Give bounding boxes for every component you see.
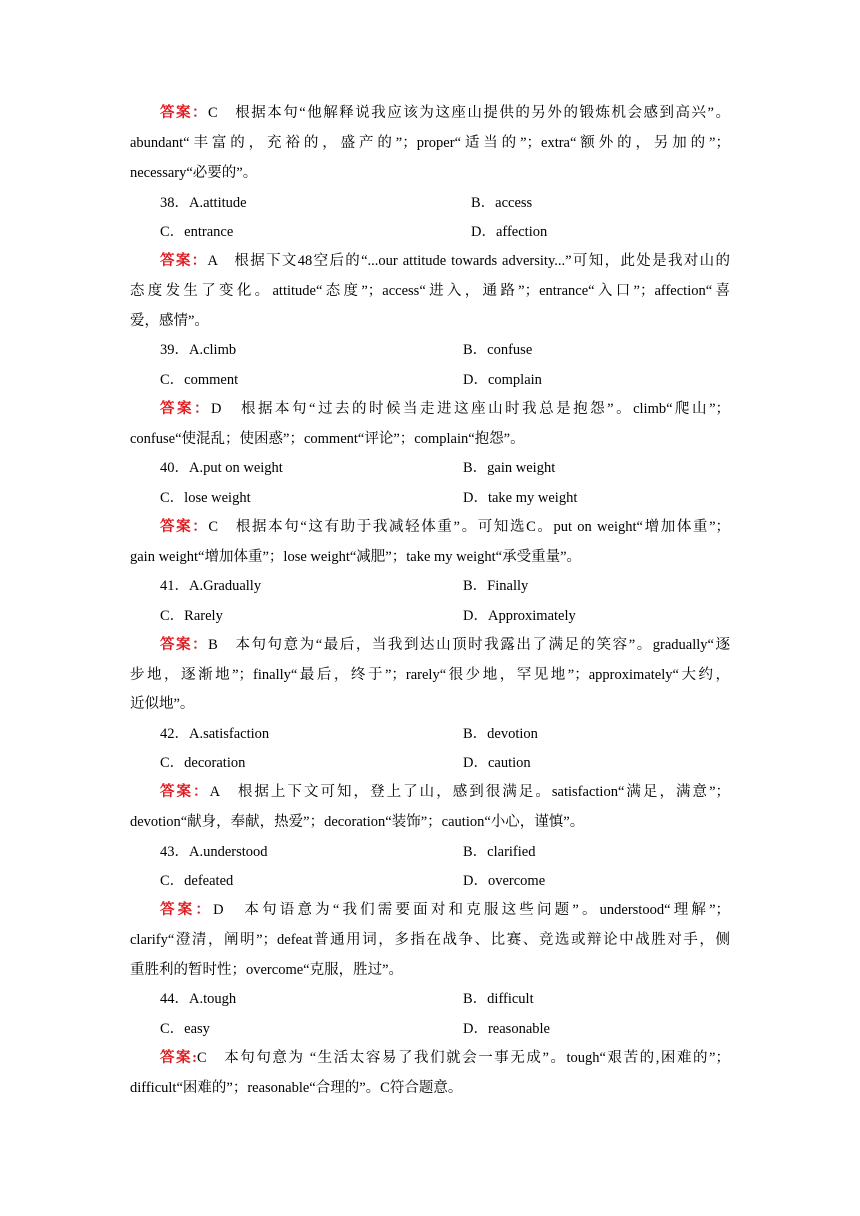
- answer-41-line-2: 步地，逐渐地”；finally“最后，终于”；rarely“很少地，罕见地”；approximately“大约，: [130, 667, 730, 683]
- q43-option-d: D．overcome: [463, 873, 546, 889]
- q44-option-a: 44．A.tough: [160, 991, 237, 1007]
- q40-option-a: 40．A.put on weight: [160, 460, 283, 476]
- answer-37-line-2: abundant“丰富的，充裕的，盛产的”；proper“适当的”；extra“额外的，另加的”；: [130, 135, 730, 151]
- q42-option-a: 42．A.satisfaction: [160, 726, 270, 742]
- q42-option-d: D．caution: [463, 755, 531, 771]
- answer-38-line-1: 答案：A 根据下文48空后的“...our attitude towards adversity...”可知，此处是我对山的: [160, 253, 730, 269]
- answer-44-line-1: 答案:C 本句句意为 “生活太容易了我们就会一事无成”。tough“艰苦的,困难的”；: [160, 1050, 730, 1066]
- q38-option-a: 38．A.attitude: [160, 195, 247, 211]
- answer-label: 答案：: [160, 637, 209, 653]
- answer-43-line-1: 答案：D 本句语意为“我们需要面对和克服这些问题”。understood“理解”；: [160, 902, 731, 918]
- q42-option-c: C．decoration: [160, 755, 246, 771]
- answer-41-line-3: 近似地”。: [130, 696, 195, 712]
- answer-37-line-1: 答案：C 根据本句“他解释说我应该为这座山提供的另外的锻炼机会感到高兴”。: [160, 105, 731, 121]
- answer-label: 答案：: [160, 401, 212, 417]
- answer-37-line-3: necessary“必要的”。: [130, 165, 258, 181]
- q38-option-d: D．affection: [471, 224, 548, 240]
- q38-option-c: C．entrance: [160, 224, 234, 240]
- answer-39-line-2: confuse“使混乱；使困惑”；comment“评论”；complain“抱怨”。: [130, 431, 525, 447]
- answer-label: 答案：: [160, 105, 209, 121]
- q44-option-c: C．easy: [160, 1021, 210, 1037]
- q39-option-d: D．complain: [463, 372, 542, 388]
- answer-label: 答案：: [160, 902, 214, 918]
- answer-41-line-1: 答案：B 本句句意为“最后，当我到达山顶时我露出了满足的笑容”。gradually“逐: [160, 637, 731, 653]
- q43-option-c: C．defeated: [160, 873, 234, 889]
- answer-39-line-1: 答案：D 根据本句“过去的时候当走进这座山时我总是抱怨”。climb“爬山”；: [160, 401, 731, 417]
- answer-40-line-1: 答案：C 根据本句“这有助于我减轻体重”。可知选C。put on weight“增加体重”；: [160, 519, 731, 535]
- q40-option-c: C．lose weight: [160, 490, 251, 506]
- q43-option-a: 43．A.understood: [160, 844, 268, 860]
- answer-43-line-2: clarify“澄清，阐明”；defeat普通用词，多指在战争、比赛、竞选或辩论中战胜对手，侧: [130, 932, 730, 948]
- q42-option-b: B．devotion: [463, 726, 538, 742]
- q41-option-d: D．Approximately: [463, 608, 576, 624]
- q44-option-d: D．reasonable: [463, 1021, 550, 1037]
- q38-option-b: B．access: [471, 195, 533, 211]
- answer-40-line-2: gain weight“增加体重”；lose weight“减肥”；take my weight“承受重量”。: [130, 549, 582, 565]
- answer-42-line-2: devotion“献身，奉献，热爱”；decoration“装饰”；caution“小心，谨慎”。: [130, 814, 585, 830]
- answer-44-line-2: difficult“困难的”；reasonable“合理的”。C符合题意。: [130, 1080, 463, 1096]
- q39-option-b: B．confuse: [463, 342, 533, 358]
- q40-option-d: D．take my weight: [463, 490, 578, 506]
- q39-option-c: C．comment: [160, 372, 239, 388]
- q43-option-b: B．clarified: [463, 844, 536, 860]
- answer-label: 答案：: [160, 253, 208, 269]
- answer-label: 答案：: [160, 784, 210, 800]
- q40-option-b: B．gain weight: [463, 460, 556, 476]
- q44-option-b: B．difficult: [463, 991, 534, 1007]
- q41-option-c: C．Rarely: [160, 608, 223, 624]
- answer-label: 答案：: [160, 519, 209, 535]
- answer-42-line-1: 答案：A 根据上下文可知，登上了山，感到很满足。satisfaction“满足，满意”；: [160, 784, 730, 800]
- answer-43-line-3: 重胜利的暂时性；overcome“克服，胜过”。: [130, 962, 404, 978]
- answer-38-line-2: 态度发生了变化。attitude“态度”；access“进入，通路”；entrance“入口”；affection“喜: [130, 283, 730, 299]
- q41-option-a: 41．A.Gradually: [160, 578, 262, 594]
- answer-38-line-3: 爱，感情”。: [130, 313, 209, 329]
- q41-option-b: B．Finally: [463, 578, 529, 594]
- answer-label: 答案:: [160, 1050, 197, 1066]
- q39-option-a: 39．A.climb: [160, 342, 237, 358]
